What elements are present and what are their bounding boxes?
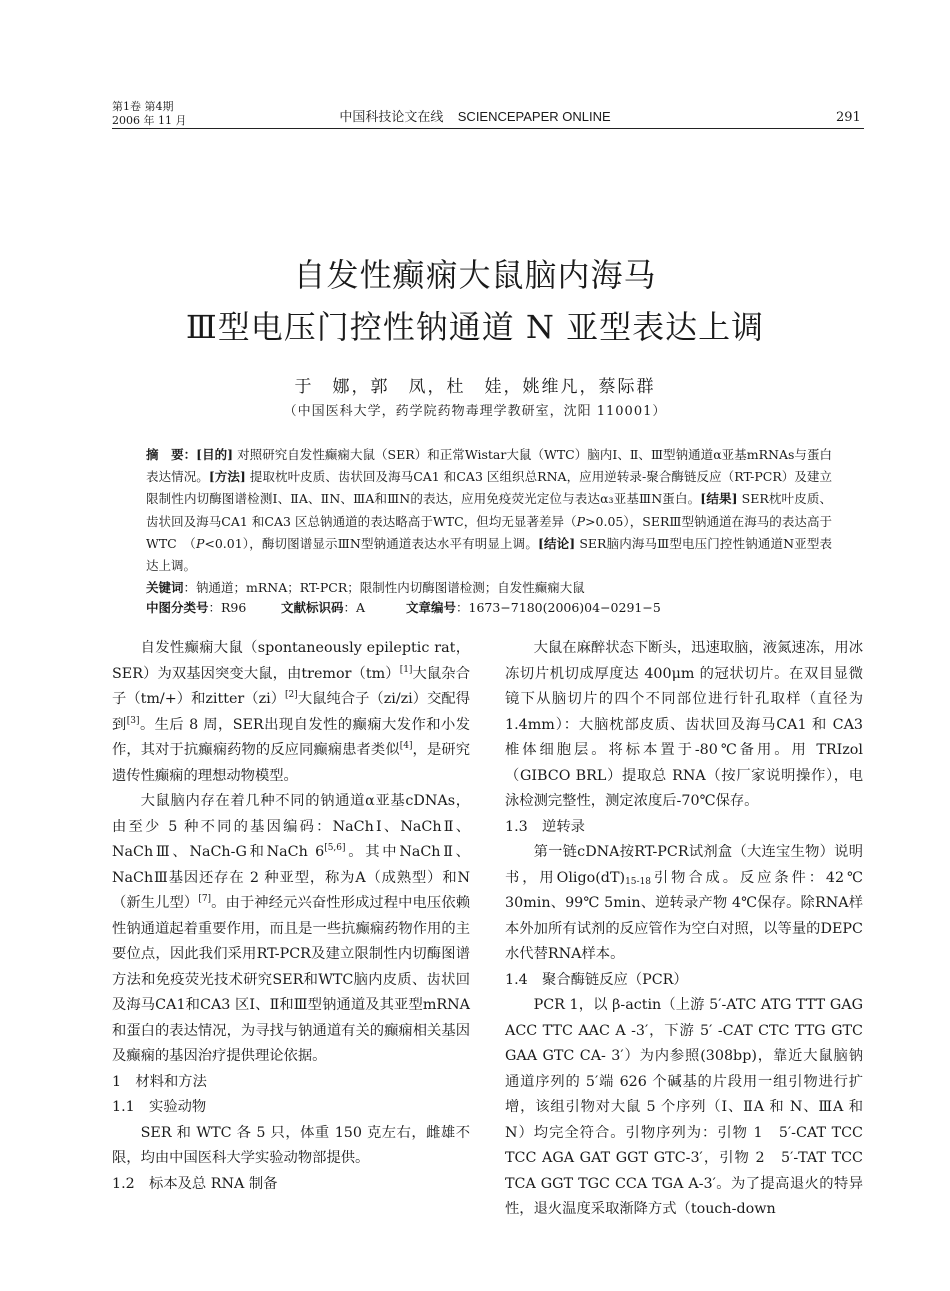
methods-text: 提取枕叶皮质、齿状回及海马CA1 和CA3 区组织总RNA，应用逆转录-聚合酶链反应（RT-PCR）及建立限制性内切酶图谱检测Ⅰ、ⅡA、ⅡN、ⅢA和ⅢN的表达，应用免疫荧光定位与表达α₃亚基ⅢN蛋白。	[146, 469, 832, 507]
title-line-1: 自发性癫痫大鼠脑内海马	[293, 256, 657, 294]
title-line-2: Ⅲ型电压门控性钠通道 N 亚型表达上调	[185, 308, 765, 346]
citation: [7]	[198, 894, 212, 904]
clc-label: 中图分类号	[146, 600, 209, 615]
article-no-value: ：1673−7180(2006)04−0291−5	[456, 600, 661, 615]
citation: [5,6]	[324, 843, 346, 853]
keywords-text: ：钠通道；mRNA；RT-PCR；限制性内切酶图谱检测；自发性癫痫大鼠	[183, 580, 585, 595]
classification-line	[146, 598, 661, 618]
abstract-label: 摘 要：	[146, 447, 197, 462]
affiliation: （中国医科大学，药学院药物毒理学教研室，沈阳 110001）	[283, 404, 667, 419]
citation: [1]	[399, 664, 413, 675]
subsection-heading: 1.1 实验动物	[112, 1099, 207, 1115]
body-right-column	[505, 636, 863, 1223]
keywords	[146, 578, 585, 598]
p-value-symbol: P	[195, 535, 205, 551]
paragraph: SER 和 WTC 各 5 只，体重 150 克左右，雌雄不限，均由中国医科大学实验动物部提供。	[112, 1124, 470, 1166]
citation: [4]	[399, 741, 413, 751]
p-value-symbol: P	[576, 513, 586, 529]
conclusion-label: [结论]	[537, 535, 576, 551]
paragraph: 大鼠在麻醉状态下断头，迅速取脑，液氮速冻，用冰冻切片机切成厚度达 400μm 的冠状切片。在双目显微镜下从脑切片的四个不同部位进行针孔取样（直径为 1.4mm）：大脑枕部皮质、齿状回及海马CA1 和 CA3 椎体细胞层。将标本置于-80℃备用。用 TRIzol（GIBCO BRL）提取总 RNA（按厂家说明操作），电泳检测完整性，测定浓度后-70℃保存。	[505, 640, 863, 809]
subsection-heading: 1.2 标本及总 RNA 制备	[112, 1175, 278, 1192]
results-label: [结果]	[700, 491, 738, 507]
paragraph: 大鼠脑内存在着几种不同的钠通道α亚基cDNAs，由至少 5 种不同的基因编码：NaChⅠ、NaChⅡ、NaChⅢ、NaCh-G和NaCh 6[5,6]。其中NaChⅡ、NaChⅢ基因还存在 2 种亚型，称为A（成熟型）和N（新生儿型）[7]。由于神经元兴奋性形成过程中电压依赖性钠通道起着重要作用，而且是一些抗癫痫药物作用的主要位点，因此我们采用RT-PCR及建立限制性内切酶图谱方法和免疫荧光技术研究SER和WTC脑内皮质、齿状回及海马CA1和CA3 区Ⅰ、Ⅱ和Ⅲ型钠通道及其亚型mRNA和蛋白的表达情况，为寻找与钠通道有关的癫痫相关基因及癫痫的基因治疗提供理论依据。	[112, 793, 470, 1064]
header-rule	[112, 128, 864, 129]
citation: [2]	[285, 690, 298, 700]
objective-text: 对照研究自发性癫痫大鼠（SER）和正常Wistar大鼠（WTC）脑内Ⅰ、Ⅱ、Ⅲ型钠通道α亚基mRNAs与蛋白表达情况。	[146, 447, 832, 485]
conclusion-text: SER脑内海马Ⅲ型电压门控性钠通道N亚型表达上调。	[146, 535, 832, 574]
paragraph: 自发性癫痫大鼠（spontaneously epileptic rat，SER）为双基因突变大鼠，由tremor（tm）[1]大鼠杂合子（tm/+）和zitter（zi）[2]大鼠纯合子（zi/zi）交配得到[3]。生后 8 周，SER出现自发性的癫痫大发作和小发作，其对于抗癫痫药物的反应同癫痫患者类似[4]，是研究遗传性癫痫的理想动物模型。	[112, 640, 471, 784]
doc-code-label: 文献标识码	[281, 600, 344, 615]
author-list: 于 娜，郭 凤，杜 娃，姚维凡，蔡际群	[294, 377, 656, 397]
methods-label: [方法]	[208, 469, 246, 485]
body-left-column	[112, 636, 470, 1197]
abstract	[146, 444, 832, 577]
page-number: 291	[836, 110, 861, 125]
subsection-heading: 1.4 聚合酶链反应（PCR）	[505, 971, 688, 988]
issue-date: 2006 年 11 月	[112, 114, 187, 127]
journal-name: 中国科技论文在线 SCIENCEPAPER ONLINE	[339, 109, 611, 124]
doc-code-value: ：A	[343, 600, 366, 615]
results-text-3: <0.01），酶切图谱显示ⅢN型钠通道表达水平有明显上调。	[204, 535, 538, 551]
paragraph: PCR 1，以 β-actin（上游 5′-ATC ATG TTT GAG ACC TTC AAC A -3′，下游 5′ -CAT CTC TTG GTC GAA GTC CA- 3′）为内参照(308bp)，靠近大鼠脑钠通道序列的 5′端 626 个碱基的片段用一组引物进行扩增，该组引物对大鼠 5 个序列（Ⅰ、ⅡA 和 N、ⅢA 和 N）均完全符合。引物序列为：引物 1 5′-CAT TCC TCC AGA GAT GGT GTC-3′，引物 2 5′-TAT TCC TCA GGT TGC CCA TGA A-3′。为了提高退火的特异性，退火温度采取渐降方式（touch-down	[505, 997, 863, 1217]
subscript: 15-18	[625, 876, 652, 887]
results-text-2: >0.05），SERⅢ型钠通道在海马的表达高于WTC （	[146, 513, 832, 551]
keywords-label: 关键词	[146, 580, 184, 595]
volume-label: 第1卷 第4期	[112, 100, 174, 113]
clc-value: ：R96	[208, 600, 247, 615]
subsection-heading: 1.3 逆转录	[505, 818, 585, 835]
results-text-1: SER枕叶皮质、齿状回及海马CA1 和CA3 区总钠通道的表达略高于WTC，但均无显著差异（	[146, 491, 832, 529]
objective-label: [目的]	[196, 447, 234, 462]
section-heading: 1 材料和方法	[112, 1073, 207, 1090]
paragraph: 第一链cDNA按RT-PCR试剂盒（大连宝生物）说明书，用$Oligo(dT)_{15-18}$引物合成。反应条件：42℃ 30min、99℃ 5min、逆转录产物 4℃保存。除RNA样本外加所有试剂的反应管作为空白对照，以等量的DEPC水代替RNA样本。	[505, 844, 864, 962]
article-no-label: 文章编号	[406, 600, 457, 615]
citation: [3]	[126, 715, 140, 726]
